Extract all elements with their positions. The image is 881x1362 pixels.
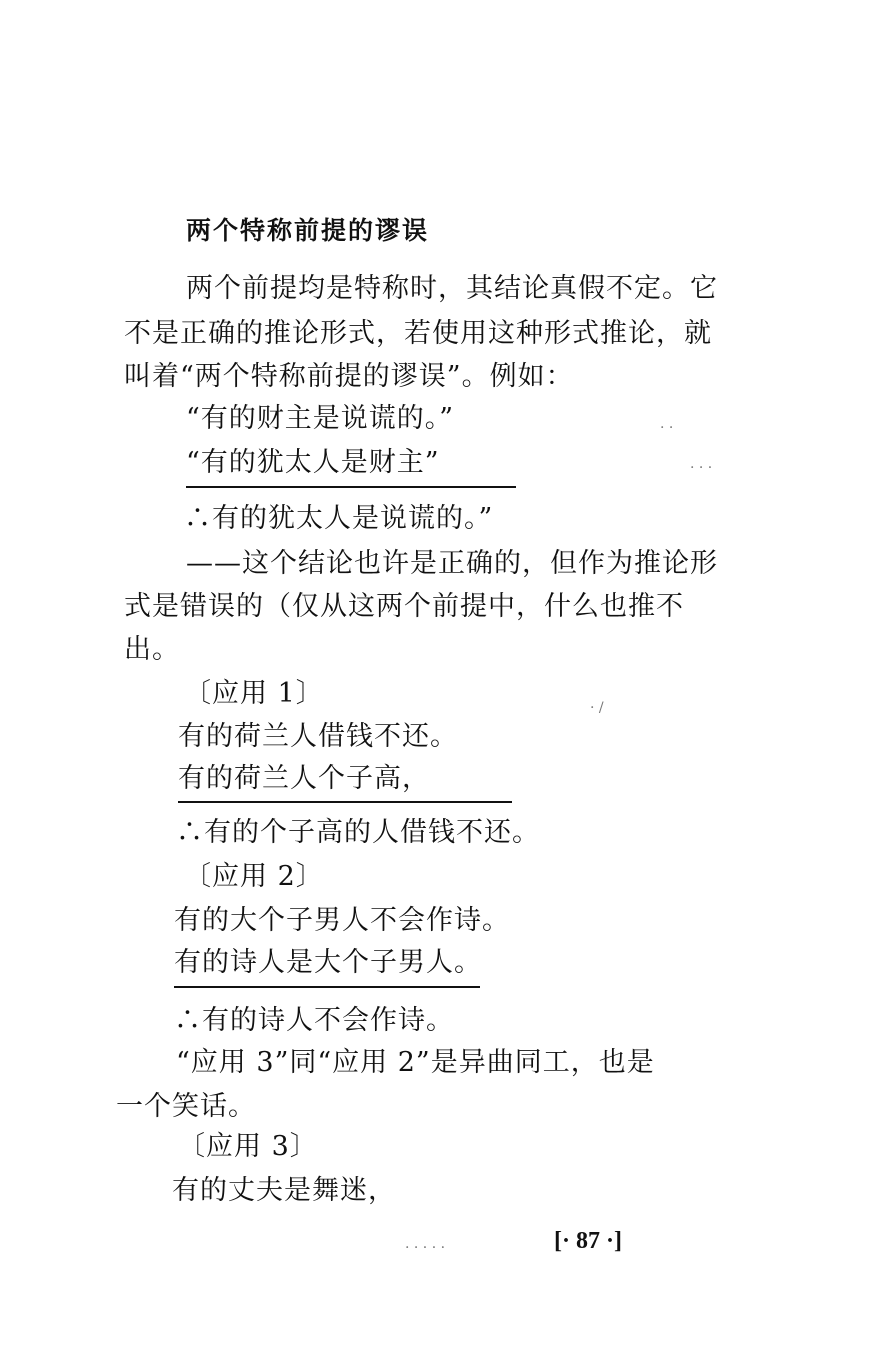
comment-line: ——这个结论也许是正确的，但作为推论形 bbox=[186, 548, 718, 579]
scan-speckle: · · · bbox=[690, 460, 713, 476]
comment-line: 式是错误的（仅从这两个前提中，什么也推不 bbox=[124, 591, 684, 622]
page-number: [· 87 ·] bbox=[554, 1228, 622, 1254]
paragraph-line: 两个前提均是特称时，其结论真假不定。它 bbox=[186, 273, 718, 304]
example-conclusion: ∴有的犹太人是说谎的。” bbox=[184, 503, 494, 534]
example-premise-1: “有的财主是说谎的。” bbox=[186, 403, 455, 434]
application-2-label: 〔应用 2〕 bbox=[184, 861, 324, 892]
comment-line: 出。 bbox=[124, 634, 180, 665]
application-1-premise-2: 有的荷兰人个子高， bbox=[178, 763, 430, 794]
section-heading: 两个特称前提的谬误 bbox=[186, 216, 430, 245]
syllogism-rule bbox=[178, 801, 512, 803]
application-1-label: 〔应用 1〕 bbox=[184, 678, 324, 709]
application-1-premise-1: 有的荷兰人借钱不还。 bbox=[178, 721, 458, 752]
application-1-conclusion: ∴有的个子高的人借钱不还。 bbox=[176, 817, 540, 848]
application-3-premise-1: 有的丈夫是舞迷， bbox=[172, 1175, 396, 1206]
scan-speckle: · · bbox=[660, 420, 674, 436]
note-line: 一个笑话。 bbox=[116, 1091, 256, 1122]
example-premise-2: “有的犹太人是财主” bbox=[186, 447, 440, 478]
syllogism-rule bbox=[186, 486, 516, 488]
application-2-premise-2: 有的诗人是大个子男人。 bbox=[174, 947, 482, 978]
paragraph-line: 叫着“两个特称前提的谬误”。例如： bbox=[124, 361, 574, 392]
application-3-label: 〔应用 3〕 bbox=[178, 1131, 318, 1162]
scan-speckle: · / bbox=[590, 700, 604, 716]
paragraph-line: 不是正确的推论形式，若使用这种形式推论，就 bbox=[124, 318, 712, 349]
application-2-conclusion: ∴有的诗人不会作诗。 bbox=[174, 1005, 454, 1036]
note-line: “应用 3”同“应用 2”是异曲同工，也是 bbox=[176, 1047, 655, 1078]
syllogism-rule bbox=[174, 986, 480, 988]
scan-speckle: · · · · · bbox=[405, 1240, 446, 1256]
application-2-premise-1: 有的大个子男人不会作诗。 bbox=[174, 905, 510, 936]
